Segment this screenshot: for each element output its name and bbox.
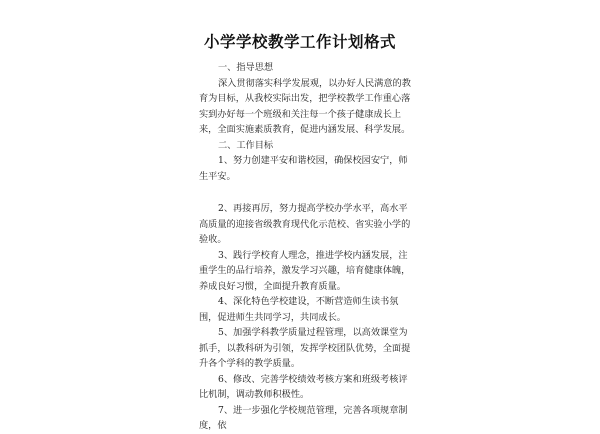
section-heading-guiding-thought: 一、指导思想 (218, 62, 274, 73)
goal-item-7: 7、进一步强化学校规范管理，完善各项规章制度，依 (199, 404, 408, 431)
goal-item-4: 4、深化特色学校建设，不断营造师生读书氛围，促进师生共同学习，共同成长。 (199, 296, 399, 323)
goal-item-1: 1、努力创建平安和谐校园，确保校园安宁，师生平安。 (199, 155, 408, 182)
section-heading-work-goals: 二、工作目标 (218, 139, 274, 151)
goal-item-6: 6、修改、完善学校绩效考核方案和班级考核评比机制，调动教师积极性。 (199, 373, 408, 400)
goal-item-2: 2、再接再厉，努力提高学校办学水平，高水平高质量的迎接省级教育现代化示范校、省实验小学的验收。 (199, 203, 411, 245)
document-body (199, 60, 411, 434)
goal-item-5: 5、加强学科教学质量过程管理，以高效课堂为抓手，以教科研为引领，发挥学校团队优势，全面提升各个学科的教学质量。 (199, 327, 411, 369)
document-title: 小学学校教学工作计划格式 (203, 33, 396, 51)
goal-item-3: 3、践行学校育人理念，推进学校内涵发展，注重学生的品行培养，激发学习兴趣，培育健康体魄，养成良好习惯，全面提升教育质量。 (199, 249, 411, 292)
paragraph-guiding-thought: 深入贯彻落实科学发展观，以办好人民满意的教育为目标，从我校实际出发，把学校教学工作重心落实到办好每一个班级和关注每一个孩子健康成长上来，全面实施素质教育，促进内涵发展、科学发展。 (199, 77, 411, 135)
